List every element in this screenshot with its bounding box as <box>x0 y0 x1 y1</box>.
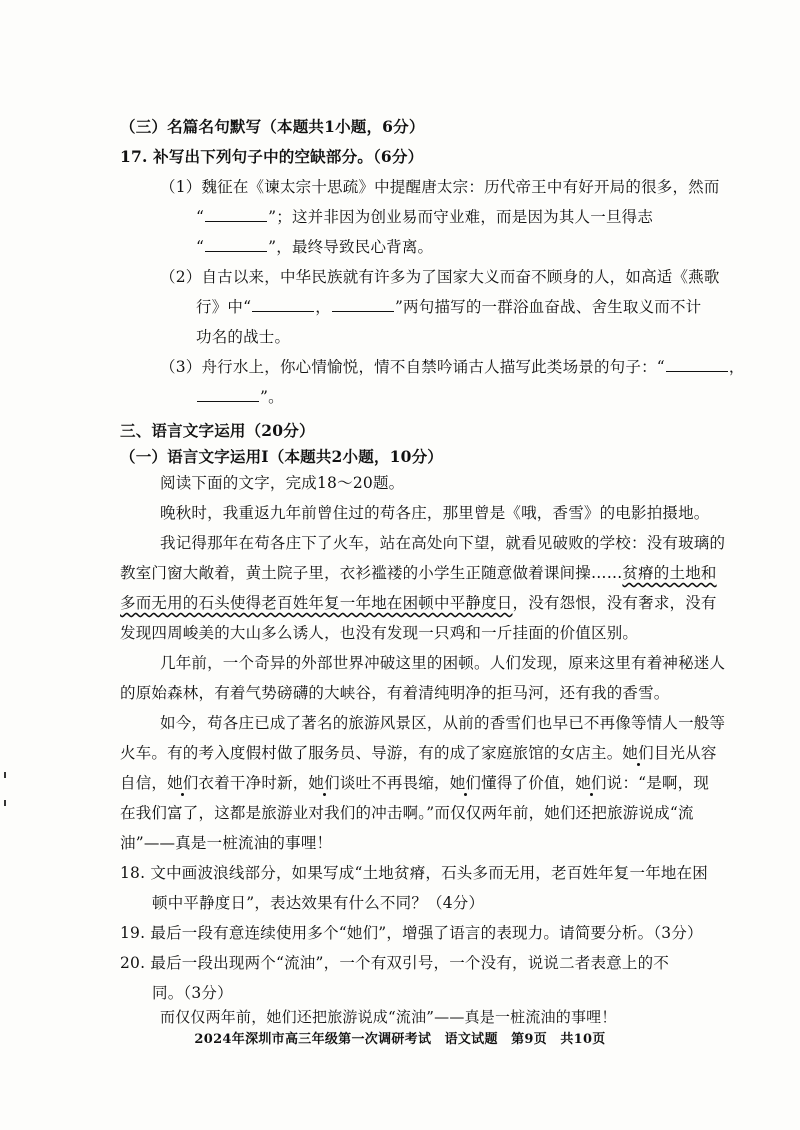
passage-p2-line3 <box>120 592 717 614</box>
q17-item2-line2-post: ”两句描写的一群浴血奋战、舍生取义而不计 <box>394 298 702 316</box>
answer-blank <box>252 297 314 312</box>
q17-item3-close: ”。 <box>260 388 284 406</box>
q17-item3-text: （3）舟行水上，你心情愉悦，情不自禁吟诵古人描写此类场景的句子：“ <box>160 358 665 376</box>
quoted-sentence: 而仅仅两年前，她们还把旅游说成“流油”——真是一桩流油的事哩！ <box>160 1008 617 1026</box>
question-20-line1: 20. 最后一段出现两个“流油”，一个有双引号，一个没有，说说二者表意上的不 <box>120 954 670 972</box>
q17-item2-line3: 功名的战士。 <box>196 328 291 346</box>
section-heading-language: 三、语言文字运用（20分） <box>120 421 315 440</box>
question-18-line2: 顿中平静度日”，表达效果有什么不同？（4分） <box>152 894 485 912</box>
passage-p4-line3 <box>120 772 709 794</box>
emphasized-tamen: 她们 <box>622 744 654 762</box>
passage-p2-line2 <box>120 562 717 584</box>
section-heading-mingpian: （三）名篇名句默写（本题共1小题，6分） <box>120 117 425 136</box>
q17-item3-line1 <box>160 356 745 378</box>
page-footer: 2024年深圳市高三年级第一次调研考试 语文试题 第9页 共10页 <box>194 1032 606 1047</box>
q17-item2-line2 <box>196 296 701 318</box>
q17-item2-line1: （2）自古以来，中华民族就有许多为了国家大义而奋不顾身的人，如高适《燕歌 <box>160 268 720 286</box>
scan-mark <box>4 800 6 806</box>
answer-blank <box>205 237 267 252</box>
passage-p4-line2 <box>120 742 717 764</box>
passage-p4-line1: 如今，苟各庄已成了著名的旅游风景区，从前的香雪们也早已不再像等情人一般等 <box>160 714 726 732</box>
q17-item1-line1: （1）魏征在《谏太宗十思疏》中提醒唐太宗：历代帝王中有好开局的很多，然而 <box>160 178 720 196</box>
wavy-underlined-text: 贫瘠的土地和 <box>622 564 717 582</box>
question-19: 19. 最后一段有意连续使用多个“她们”，增强了语言的表现力。请简要分析。（3分） <box>120 924 703 942</box>
answer-blank <box>197 387 259 402</box>
answer-blank <box>332 297 394 312</box>
question-20-line2: 同。（3分） <box>152 984 233 1002</box>
passage-p2-line2-text: 教室门窗大敞着，黄土院子里，衣衫褴褛的小学生正随意做着课间操…… <box>120 564 623 582</box>
emphasized-tamen: 她们 <box>449 774 482 792</box>
q17-item1-line2 <box>196 206 653 228</box>
q17-item2-comma: ， <box>315 298 331 316</box>
passage-p3-line2: 的原始森林，有着气势磅礴的大峡谷，有着清纯明净的拒马河，还有我的香雪。 <box>120 684 670 702</box>
q17-item1-line3 <box>196 236 433 258</box>
passage-text: 懂得了价值， <box>481 774 576 792</box>
passage-text: 自信， <box>120 774 168 792</box>
q17-item1-open-quote: “ <box>196 208 205 226</box>
passage-text: 谈吐不再畏缩， <box>339 774 450 792</box>
passage-p3-line1: 几年前，一个奇异的外部世界冲破这里的困顿。人们发现，原来这里有着神秘迷人 <box>160 654 726 672</box>
subsection-heading: （一）语言文字运用Ⅰ（本题共2小题，10分） <box>120 447 444 466</box>
q17-item1-line2-text: ”；这并非因为创业易而守业难，而是因为其人一旦得志 <box>268 208 654 226</box>
passage-text: 衣着干净时新， <box>198 774 309 792</box>
passage-p1: 晚秋时，我重返九年前曾住过的苟各庄，那里曾是《哦，香雪》的电影拍摄地。 <box>160 504 710 522</box>
q17-item3-line2 <box>196 386 284 408</box>
wavy-underlined-text: 多而无用的石头使得老百姓年复一年地在困顿中平静度日 <box>120 594 513 612</box>
question-18-line1: 18. 文中画波浪线部分，如果写成“土地贫瘠，石头多而无用，老百姓年复一年地在困 <box>120 864 709 882</box>
answer-blank <box>205 207 267 222</box>
q17-item1-open-quote-2: “ <box>196 238 205 256</box>
passage-p2-line4: 发现四周峻美的大山多么诱人，也没有发现一只鸡和一斤挂面的价值区别。 <box>120 624 639 642</box>
passage-p4-line5: 油”——真是一桩流油的事哩！ <box>120 834 333 852</box>
q17-item1-line3-text: ”，最终导致民心背离。 <box>268 238 434 256</box>
scan-mark <box>4 772 6 778</box>
passage-p2-line1: 我记得那年在苟各庄下了火车，站在高处向下望，就看见破败的学校：没有玻璃的 <box>160 534 726 552</box>
passage-p4-line4: 在我们富了，这都是旅游业对我们的冲击啊。”而仅仅两年前，她们还把旅游说成“流 <box>120 804 694 822</box>
passage-text: 目光从容 <box>653 744 717 762</box>
emphasized-tamen: 她们 <box>308 774 340 792</box>
answer-blank <box>666 357 728 372</box>
passage-text: 说：“是啊，现 <box>606 774 710 792</box>
q17-item2-line2-pre: 行》中“ <box>196 298 252 316</box>
passage-text: 火车。有的考入度假村做了服务员、导游，有的成了家庭旅馆的女店主。 <box>120 744 623 762</box>
q17-item3-comma: ， <box>728 358 745 376</box>
emphasized-tamen: 她们 <box>167 774 199 792</box>
emphasized-tamen: 她们 <box>575 774 607 792</box>
question-17-stem: 17. 补写出下列句子中的空缺部分。（6分） <box>120 147 424 166</box>
reading-instruction: 阅读下面的文字，完成18～20题。 <box>160 474 405 492</box>
passage-p2-line3-text: ，没有怨恨，没有奢求，没有 <box>512 594 717 612</box>
